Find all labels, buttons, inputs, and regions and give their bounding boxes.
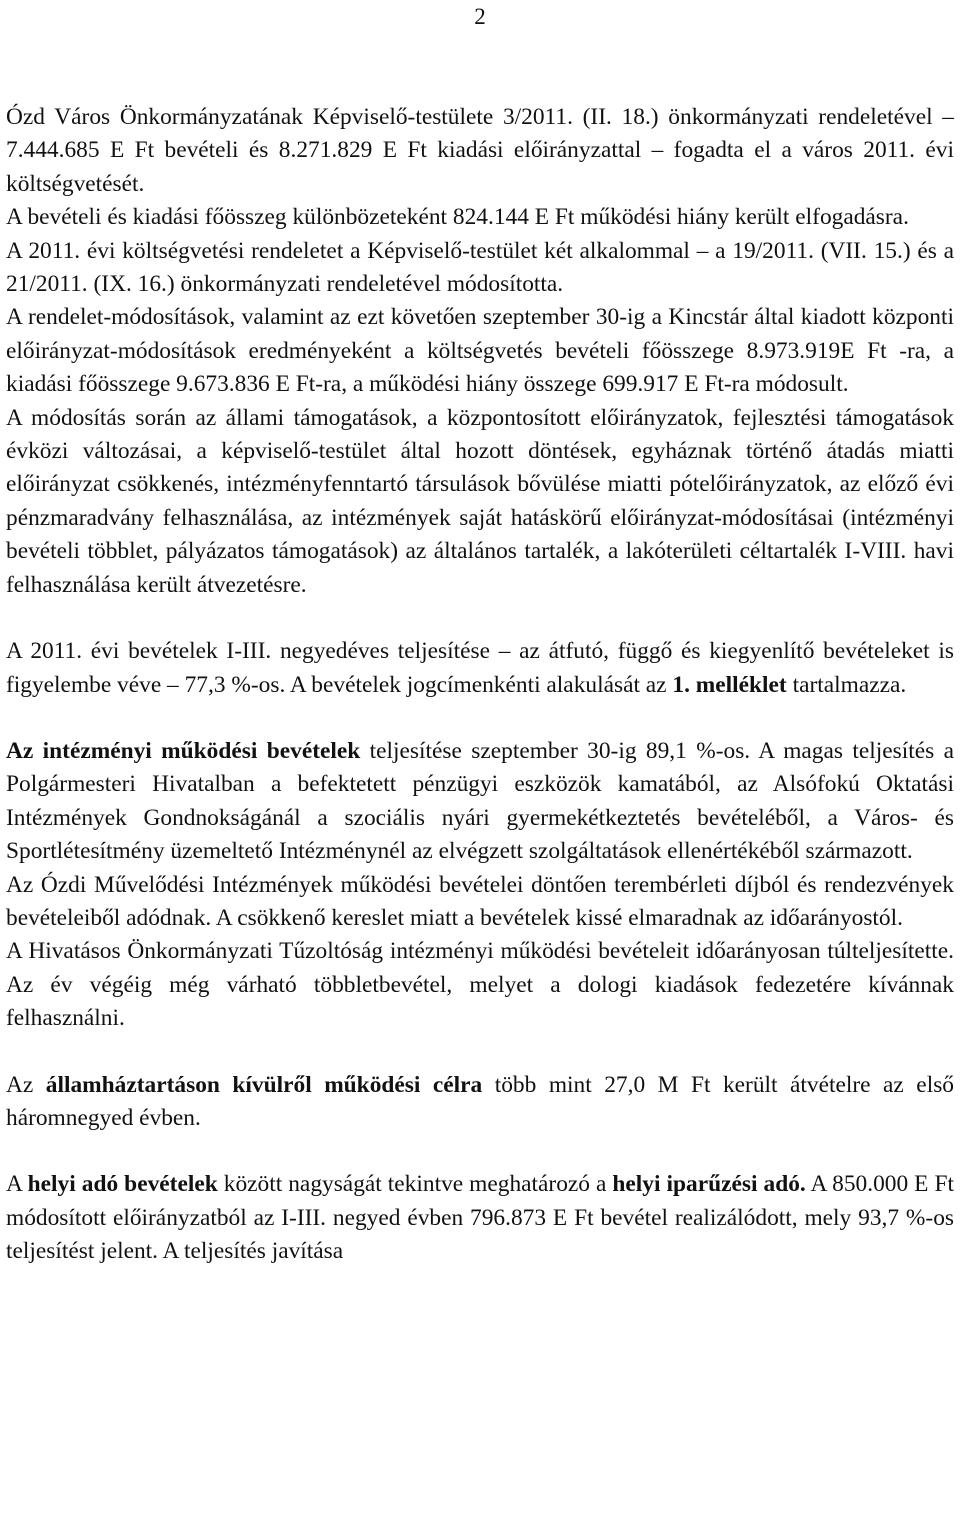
paragraph-p2 <box>6 201 954 234</box>
page-number: 2 <box>474 4 486 29</box>
text-run: A 850.000 E Ft módosított előirányzatból az I-III. negyed évben 796.873 E Ft bevétel realizálódott, mely 93,7 %-os teljesítést jelent. A teljesítés javítása <box>6 1171 955 1265</box>
text-run: A rendelet-módosítások, valamint az ezt követően szeptember 30-ig a Kincstár által kiadott központi előirányzat-módosítások eredményeként a költségvetés bevételi főösszege 8.973.919E Ft -ra, a kiadási főösszege 9.673.836 E Ft-ra, a működési hiány összege 699.917 E Ft-ra módosult. <box>6 304 954 398</box>
document-body <box>6 101 954 1269</box>
text-run: A módosítás során az állami támogatások, a központosított előirányzatok, fejlesztési támogatások évközi változásai, a képviselő-testület által hozott döntések, egyháznak történő átadás miatti előirányzat csökkenés, intézményfenntartó társulások bővülése miatti pótelőirányzatok, az előző évi pénzmaradvány felhasználása, az intézmények saját hatáskörű előirányzat-módosításai (intézményi bevételi többlet, pályázatos támogatások) az általános tartalék, a lakóterületi céltartalék I-VIII. havi felhasználása került átvezetésre. <box>6 404 954 598</box>
paragraph-p7 <box>6 735 954 869</box>
text-run: A bevételi és kiadási főösszeg különbözeteként 824.144 E Ft működési hiány került elfogadásra. <box>6 204 909 231</box>
paragraph-spacer <box>6 1135 954 1168</box>
paragraph-spacer <box>6 602 954 635</box>
text-run: A Hivatásos Önkormányzati Tűzoltóság intézményi működési bevételeit időarányosan túlteljesítette. Az év végéig még várható többletbevétel, melyet a dologi kiadások fedezetére kívánnak felhasználni. <box>6 938 954 1032</box>
paragraph-p6 <box>6 635 954 702</box>
bold-text: helyi iparűzési adó. <box>612 1171 806 1198</box>
paragraph-p5 <box>6 402 954 602</box>
text-run: tartalmazza. <box>786 671 907 698</box>
text-run: között nagyságát tekintve meghatározó a <box>217 1171 613 1198</box>
text-run: több mint 27,0 M Ft került átvételre az első háromnegyed évben. <box>6 1071 954 1131</box>
paragraph-p3 <box>6 235 954 302</box>
paragraph-p4 <box>6 301 954 401</box>
text-run: Ózd Város Önkormányzatának Képviselő-testülete 3/2011. (II. 18.) önkormányzati rendeletével – 7.444.685 E Ft bevételi és 8.271.829 E Ft kiadási előirányzattal – fogadta el a város 2011. évi költségvetését. <box>6 104 954 197</box>
bold-text: államháztartáson kívülről működési célra <box>45 1071 483 1098</box>
paragraph-p1 <box>6 101 954 201</box>
bold-text: 1. melléklet <box>672 671 787 698</box>
paragraph-p9 <box>6 935 954 1035</box>
bold-text: Az intézményi működési bevételek <box>6 737 361 764</box>
text-run: A <box>6 1171 28 1198</box>
text-run: A 2011. évi bevételek I-III. negyedéves teljesítése – az átfutó, függő és kiegyenlítő bevételeket is figyelembe véve – 77,3 %-os. A bevételek jogcímenkénti alakulását az <box>6 638 954 698</box>
paragraph-p8 <box>6 869 954 936</box>
paragraph-spacer <box>6 702 954 735</box>
text-run: A 2011. évi költségvetési rendeletet a Képviselő-testület két alkalommal – a 19/2011. (VII. 15.) és a 21/2011. (IX. 16.) önkormányzati rendeletével módosította. <box>6 237 954 298</box>
bold-text: helyi adó bevételek <box>27 1171 218 1198</box>
paragraph-p11 <box>6 1168 954 1268</box>
text-run: Az <box>6 1071 46 1098</box>
paragraph-p10 <box>6 1069 954 1136</box>
text-run: Az Ózdi Művelődési Intézmények működési bevételei döntően terembérleti díjból és rendezvények bevételeiből adódnak. A csökkenő kereslet miatt a bevételek kissé elmaradnak az időarányostól. <box>6 871 954 931</box>
text-run: teljesítése szeptember 30-ig 89,1 %-os. A magas teljesítés a Polgármesteri Hivatalban a befektetett pénzügyi eszközök kamatából, az Alsófokú Oktatási Intézmények Gondnokságánál a szociális nyári gyermekétkeztetés bevételéből, a Város- és Sportlétesítmény üzemeltető Intézménynél az elvégzett szolgáltatások ellenértékéből származott. <box>6 737 954 865</box>
paragraph-spacer <box>6 1036 954 1069</box>
